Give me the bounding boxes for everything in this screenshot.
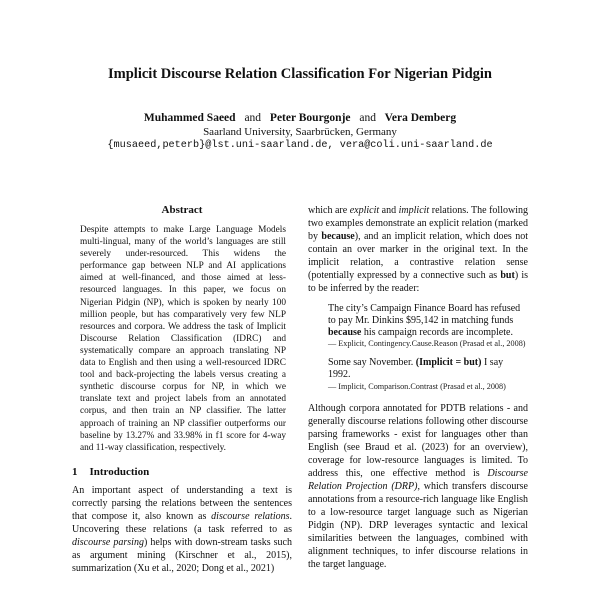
- bold-text: (Implicit = but): [415, 357, 482, 369]
- text-run: ) helps with down-stream tasks such as argument mining (Kirschner et al., 2015), summarization (Xu et al., 2020; Dong et al., 2021): [72, 536, 292, 574]
- text-run: An important aspect of understanding a text is correctly parsing the relations between the sentences that compose it, also known as: [72, 484, 292, 522]
- example-implicit: [328, 357, 528, 392]
- emphasis: discourse parsing: [72, 536, 144, 548]
- example-text: [328, 303, 528, 338]
- drp-paragraph: [308, 402, 528, 571]
- emphasis: implicit: [398, 205, 430, 216]
- text-run: Although corpora annotated for PDTB relations - and generally discourse relations following other discourse parsing frameworks - exist for languages other than English (see Braud et al. (2023) for an overview), coverage for low-resource languages is limited. To address this, one effective method is: [308, 402, 528, 479]
- text-run: relations. The following two examples demonstrate an explicit relation (marked by: [308, 205, 528, 242]
- author-separator: and: [359, 112, 376, 124]
- paper-title: Implicit Discourse Relation Classification For Nigerian Pidgin: [108, 66, 492, 82]
- text-run: . Uncovering these relations (a task referred to as: [72, 510, 293, 535]
- text-run: , which transfers discourse annotations from a resource-rich language like English to a low-resource target language such as Nigerian Pidgin (NP). DRP leverages syntactic and lexical similarities between the languages, combined with alignment techniques, to infer discourse relations in the target language.: [308, 480, 528, 570]
- abstract-heading: Abstract: [161, 204, 203, 216]
- affiliation: Saarland University, Saarbrücken, Germany: [203, 126, 397, 138]
- author-separator: and: [244, 112, 262, 124]
- section-heading: [72, 466, 292, 478]
- intro-paragraph: [72, 484, 292, 575]
- author-name: Peter Bourgonje: [269, 112, 351, 124]
- text-run: Some say November.: [328, 357, 416, 369]
- example-source: — Explicit, Contingency.Cause.Reason (Prasad et al., 2008): [328, 339, 526, 349]
- abstract-text: Despite attempts to make Large Language Models multi-lingual, many of the world’s languages are still severely under-resourced. This widens the performance gap between NLP and AI applications aimed at well-financed, and those aimed at less-resourced languages. In this paper, we focus on Nigerian Pidgin (NP), which is spoken by nearly 100 million people, but has comparatively very few NLP resources and corpora. We address the task of Implicit Discourse Relation Classification (IDRC) and systematically compare an approach translating NP data to English and then using a well-resourced IDRC tool and back-projecting the labels versus creating a synthetic discourse corpus for NP, in which we translate text and project labels from an annotated corpus, and then train an NP classifier. The latter approach of training an NP classifier outperforms our baseline by 13.27% and 33.98% in f1 score for 4-way and 11-way classification, respectively.: [80, 225, 286, 453]
- emphasis: Discourse Relation Projection (DRP): [308, 467, 528, 492]
- bold-text: but: [500, 270, 515, 281]
- bold-text: because: [328, 326, 362, 338]
- section-title: Introduction: [89, 465, 150, 478]
- left-column: [72, 204, 292, 575]
- emphasis: discourse relations: [211, 510, 290, 522]
- text-run: I say 1992.: [328, 357, 504, 381]
- text-run: which are: [308, 205, 350, 216]
- author-name: Muhammed Saeed: [143, 112, 236, 124]
- text-run: and: [379, 205, 399, 216]
- text-run: his campaign records are incomplete.: [361, 326, 513, 338]
- emphasis: explicit: [349, 205, 380, 216]
- author-name: Vera Demberg: [384, 112, 457, 124]
- text-run: The city’s Campaign Finance Board has refused to pay Mr. Dinkins $95,142 in matching funds: [328, 303, 521, 326]
- author-emails: {musaeed,peterb}@lst.uni-saarland.de, vera@coli.uni-saarland.de: [107, 140, 493, 151]
- example-explicit: [328, 303, 528, 349]
- section-number: 1: [72, 465, 78, 478]
- text-run: ), and an implicit relation, which does not contain an over marker in the original text. In the implicit relation, a contrastive relation sense (potentially expressed by a connective such as: [308, 231, 528, 281]
- bold-text: because: [321, 231, 355, 242]
- relations-paragraph: [308, 204, 528, 295]
- example-source: — Implicit, Comparison.Contrast (Prasad et al., 2008): [328, 381, 506, 391]
- right-column: [308, 204, 528, 571]
- author-list: [0, 112, 600, 124]
- example-text: [328, 357, 528, 381]
- text-run: ) is to be inferred by the reader:: [308, 270, 529, 294]
